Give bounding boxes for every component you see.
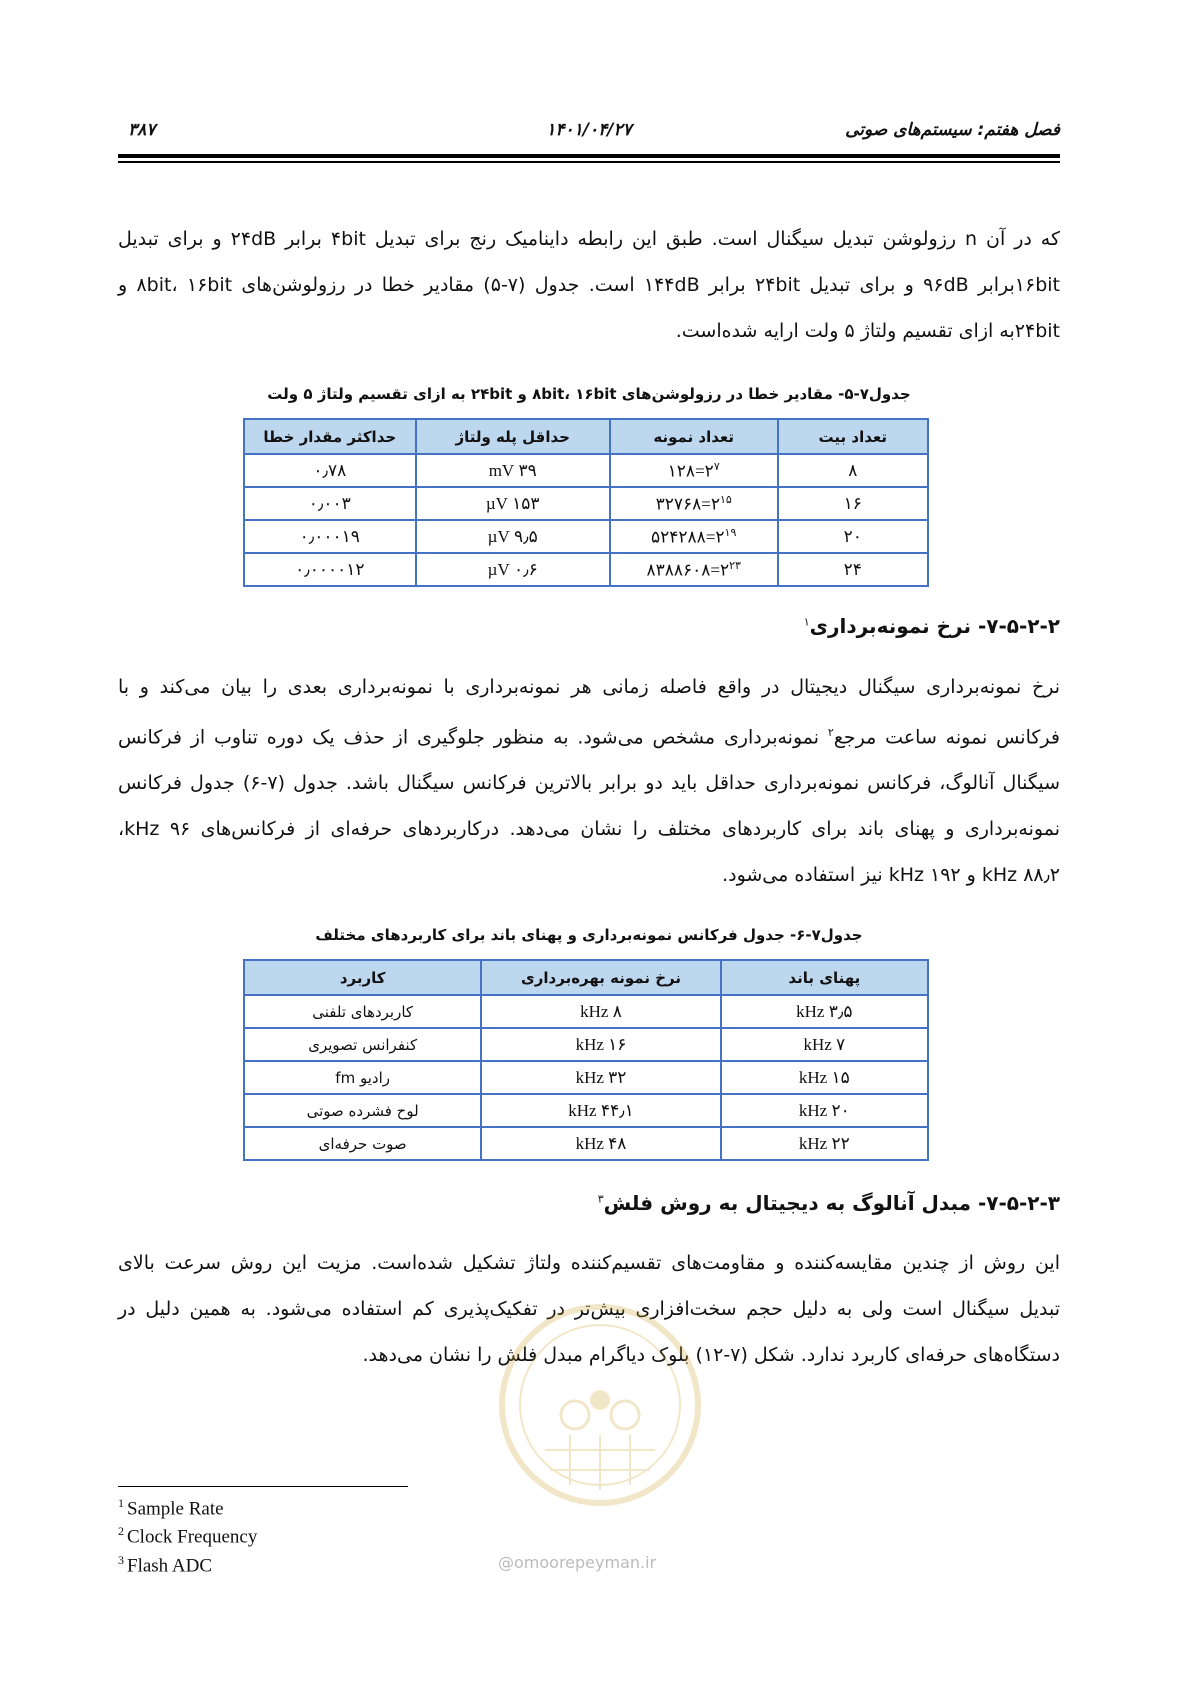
table-cell: ۱۵ kHz [721, 1061, 928, 1094]
table-cell: کاربردهای تلفنی [244, 995, 481, 1028]
column-header: تعداد بیت [778, 419, 928, 454]
text-segment: نمونه‌برداری مشخص می‌شود. به منظور جلوگیری از حذف یک دوره تناوب از فرکانس [118, 726, 828, 749]
table-cell: ۲۰ kHz [721, 1094, 928, 1127]
table-cell: ۰٫۰۰۰۱۹ [244, 520, 416, 553]
heading-text: ۷-۵-۲-۳- مبدل آنالوگ به دیجیتال به روش فلش [603, 1191, 1060, 1215]
chapter-title: فصل هفتم: سیستم‌های صوتی [845, 120, 1060, 140]
table-cell [610, 520, 778, 553]
power-base: ۲ [719, 560, 730, 580]
table-cell [610, 454, 778, 487]
table-cell: ۷ kHz [721, 1028, 928, 1061]
power-base: ۲ [704, 461, 714, 481]
footnote-separator [118, 1486, 408, 1487]
text-line: سیگنال آنالوگ، فرکانس نمونه‌برداری حداقل باید دو برابر بالاترین فرکانس سیگنال باشد. جدول (۷-۶) جدول فرکانس [118, 772, 1060, 795]
column-header: نرخ نمونه بهره‌برداری [481, 960, 720, 995]
table-cell: ۴۴٫۱ kHz [481, 1094, 720, 1127]
text-line: ۲۴bitبه ازای تقسیم ولتاژ ۵ ولت ارایه شده‌است. [675, 320, 1060, 342]
footnote-text: Flash ADC [127, 1554, 212, 1576]
sample-rate-table [243, 959, 929, 1161]
table-cell: کنفرانس تصویری [244, 1028, 481, 1061]
footnote-item [118, 1520, 257, 1548]
paragraph-dynamic-range [118, 216, 1060, 354]
footnote-item [118, 1549, 257, 1577]
table-row [244, 1127, 928, 1160]
table-cell: رادیو fm [244, 1061, 481, 1094]
table-cell: لوح فشرده صوتی [244, 1094, 481, 1127]
table-row [244, 1061, 928, 1094]
power-value: =۸۳۸۸۶۰۸ [646, 560, 720, 580]
table-cell: ۲۲ kHz [721, 1127, 928, 1160]
table-row [244, 520, 928, 553]
footnote-item [118, 1492, 257, 1520]
power-value: =۵۲۴۲۸۸ [651, 527, 716, 547]
table-cell: ۸ kHz [481, 995, 720, 1028]
section-heading-flash-adc [118, 1191, 1060, 1215]
footnote-ref: ۲ [827, 726, 834, 739]
text-line [118, 710, 1060, 760]
text-line: دستگاه‌های حرفه‌ای کاربرد ندارد. شکل (۷-۱۲) بلوک دیاگرام مبدل فلش را نشان می‌دهد. [362, 1344, 1060, 1366]
table-row [244, 1028, 928, 1061]
column-header: پهنای باند [721, 960, 928, 995]
error-values-table [243, 418, 929, 587]
column-header: تعداد نمونه [610, 419, 778, 454]
text-line: ۸۸٫۲ kHz و ۱۹۲ kHz نیز استفاده می‌شود. [722, 864, 1060, 887]
footnote-number: 2 [118, 1524, 124, 1539]
page-number: ۳۸۷ [128, 120, 156, 140]
power-value: =۳۲۷۶۸ [655, 494, 711, 514]
column-header: کاربرد [244, 960, 481, 995]
footnotes [118, 1492, 257, 1577]
table-header-row [244, 419, 928, 454]
power-base: ۲ [715, 527, 725, 547]
table1-caption: جدول۷-۵- مقادیر خطا در رزولوشن‌های ۸bit، ۱۶bit و ۲۴bit به ازای تقسیم ولتاژ ۵ ولت [267, 385, 911, 403]
footnote-number: 1 [118, 1496, 124, 1510]
text-line: که در آن n رزولوشن تبدیل سیگنال است. طبق این رابطه داینامیک رنج برای تبدیل ۴bit برابر ۲۴dB و برای تبدیل [118, 228, 1061, 250]
power-exponent: ۱۹ [724, 526, 737, 539]
table-cell: ۲۰ [778, 520, 928, 553]
table-cell: صوت حرفه‌ای [244, 1127, 481, 1160]
text-line: نمونه‌برداری و پهنای باند برای کاربردهای مختلف را نشان می‌دهد. درکاربردهای حرفه‌ای از فرکانس‌های ۹۶ kHz، [118, 818, 1060, 841]
page-header [118, 120, 1060, 146]
table-cell: ۲۴ [778, 553, 928, 586]
table-row [244, 487, 928, 520]
heading-text: ۷-۵-۲-۲- نرخ نمونه‌برداری [809, 614, 1060, 638]
text-line: نرخ نمونه‌برداری سیگنال دیجیتال در واقع فاصله زمانی هر نمونه‌برداری با نمونه‌برداری بعدی را بیان می‌کند و با [118, 676, 1060, 698]
table2-caption: جدول۷-۶- جدول فرکانس نمونه‌برداری و پهنای باند برای کاربردهای مختلف [315, 926, 863, 944]
power-base: ۲ [710, 494, 720, 514]
table-row [244, 995, 928, 1028]
power-exponent: ۲۳ [729, 559, 741, 572]
table-cell: ۰٫۶ µV [416, 553, 610, 586]
table-cell: ۴۸ kHz [481, 1127, 720, 1160]
table-cell: ۳۲ kHz [481, 1061, 720, 1094]
table-cell: ۰٫۰۰۰۰۱۲ [244, 553, 416, 586]
table-row [244, 553, 928, 586]
table-cell: ۱۶ [778, 487, 928, 520]
table-cell [610, 553, 778, 586]
text-line: این روش از چندین مقایسه‌کننده و مقاومت‌های تقسیم‌کننده ولتاژ تشکیل شده‌است. مزیت این روش سرعت بالای [118, 1252, 1060, 1274]
power-value: =۱۲۸ [667, 461, 705, 481]
text-segment: فرکانس نمونه ساعت مرجع [833, 726, 1060, 749]
text-line: تبدیل سیگنال است ولی به دلیل حجم سخت‌افزاری بیش‌تر در تفکیک‌پذیری کم استفاده می‌شود. به همین دلیل در [118, 1298, 1060, 1320]
power-exponent: ۱۵ [719, 493, 732, 506]
header-rule-thin [118, 161, 1060, 163]
header-rule-thick [118, 154, 1060, 158]
table-cell: ۱۵۳ µV [416, 487, 610, 520]
table-row [244, 1094, 928, 1127]
table-cell: ۱۶ kHz [481, 1028, 720, 1061]
table-cell: ۸ [778, 454, 928, 487]
seal-logo-icon [490, 1300, 710, 1530]
column-header: حداقل پله ولتاژ [416, 419, 610, 454]
paragraph-sample-rate [118, 664, 1060, 898]
footnote-number: 3 [118, 1552, 124, 1567]
table-header-row [244, 960, 928, 995]
table-cell: ۳۹ mV [416, 454, 610, 487]
footnote-text: Sample Rate [127, 1498, 224, 1520]
table-cell: ۹٫۵ µV [416, 520, 610, 553]
section-heading-sample-rate [118, 614, 1060, 638]
footnote-text: Clock Frequency [127, 1526, 258, 1548]
watermark-text: @omoorepeyman.ir [498, 1553, 657, 1572]
table-cell [610, 487, 778, 520]
table-row [244, 454, 928, 487]
text-line: ۱۶bitبرابر ۹۶dB و برای تبدیل ۲۴bit برابر ۱۴۴dB است. جدول (۷-۵) مقادیر خطا در رزولوشن‌های ۸bit، ۱۶bit و [118, 274, 1060, 296]
column-header: حداکثر مقدار خطا [244, 419, 416, 454]
header-date: ۱۴۰۱/۰۴/۲۷ [546, 120, 632, 140]
table-cell: ۳٫۵ kHz [721, 995, 928, 1028]
footnote-ref: ۱ [803, 615, 810, 629]
footnote-ref: ۳ [597, 1192, 604, 1206]
table-cell: ۰٫۰۰۳ [244, 487, 416, 520]
power-exponent: ۷ [713, 460, 720, 473]
table-cell: ۰٫۷۸ [244, 454, 416, 487]
